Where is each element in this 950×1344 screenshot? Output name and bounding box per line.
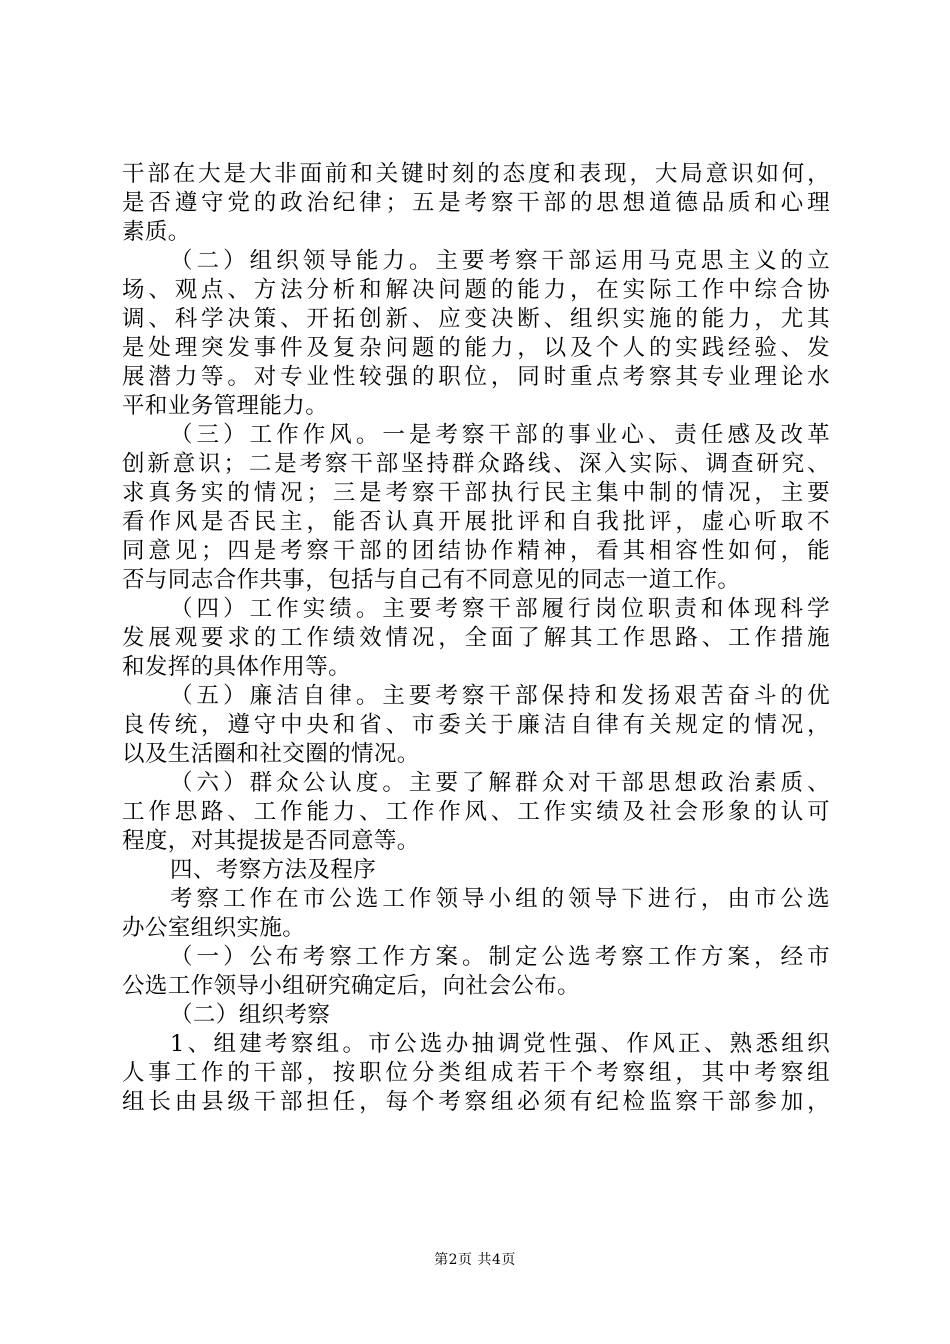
text-line: 否与同志合作共事，包括与自己有不同意见的同志一道工作。 — [122, 567, 741, 593]
text-line: 1、组建考察组。市公选办抽调党性强、作风正、熟悉组织 — [170, 1031, 830, 1057]
text-line: 看作风是否民主，能否认真开展批评和自我批评，虚心听取不 — [122, 509, 830, 535]
text-line: 发展观要求的工作绩效情况，全面了解其工作思路、工作措施 — [122, 625, 830, 651]
text-line: 创新意识；二是考察干部坚持群众路线、深入实际、调查研究、 — [122, 451, 830, 477]
text-line: 以及生活圈和社交圈的情况。 — [122, 741, 420, 767]
text-line: 和发挥的具体作用等。 — [122, 654, 352, 680]
text-line: 考察工作在市公选工作领导小组的领导下进行，由市公选 — [170, 886, 830, 912]
page-number-footer: 第2页 共4页 — [434, 1252, 516, 1268]
text-line: 展潜力等。对专业性较强的职位，同时重点考察其专业理论水 — [122, 364, 830, 390]
text-line: 公选工作领导小组研究确定后，向社会公布。 — [122, 973, 581, 999]
section-heading-line: （四）工作实绩。主要考察干部履行岗位职责和体现科学 — [170, 596, 830, 622]
text-line: 工作思路、工作能力、工作作风、工作实绩及社会形象的认可 — [122, 799, 830, 825]
text-line: 同意见；四是考察干部的团结协作精神，看其相容性如何，能 — [122, 538, 830, 564]
text-line: 程度，对其提拔是否同意等。 — [122, 828, 420, 854]
text-line: 场、观点、方法分析和解决问题的能力，在实际工作中综合协 — [122, 277, 830, 303]
text-line: 平和业务管理能力。 — [122, 393, 329, 419]
text-line: 良传统，遵守中央和省、市委关于廉洁自律有关规定的情况， — [122, 712, 830, 738]
section-heading-line: （一）公布考察工作方案。制定公选考察工作方案，经市 — [170, 944, 830, 970]
text-line: 组长由县级干部担任，每个考察组必须有纪检监察干部参加， — [122, 1089, 830, 1115]
section-heading-line: （二）组织考察 — [170, 1002, 331, 1028]
section-heading-line: （二）组织领导能力。主要考察干部运用马克思主义的立 — [170, 248, 830, 274]
text-line: 人事工作的干部，按职位分类组成若干个考察组，其中考察组 — [122, 1060, 830, 1086]
section-heading-line: （六）群众公认度。主要了解群众对干部思想政治素质、 — [170, 770, 830, 796]
text-line: 调、科学决策、开拓创新、应变决断、组织实施的能力，尤其 — [122, 306, 830, 332]
text-line: 办公室组织实施。 — [122, 915, 306, 941]
section-heading-line: （三）工作作风。一是考察干部的事业心、责任感及改革 — [170, 422, 830, 448]
text-line: 干部在大是大非面前和关键时刻的态度和表现，大局意识如何， — [122, 161, 830, 187]
document-body — [122, 160, 830, 1117]
section-heading-line: （五）廉洁自律。主要考察干部保持和发扬艰苦奋斗的优 — [170, 683, 830, 709]
text-line: 是否遵守党的政治纪律；五是考察干部的思想道德品质和心理 — [122, 190, 830, 216]
text-line: 求真务实的情况；三是考察干部执行民主集中制的情况，主要 — [122, 480, 830, 506]
section-title-line: 四、考察方法及程序 — [170, 857, 377, 883]
text-line: 是处理突发事件及复杂问题的能力，以及个人的实践经验、发 — [122, 335, 830, 361]
text-line: 素质。 — [122, 219, 191, 245]
